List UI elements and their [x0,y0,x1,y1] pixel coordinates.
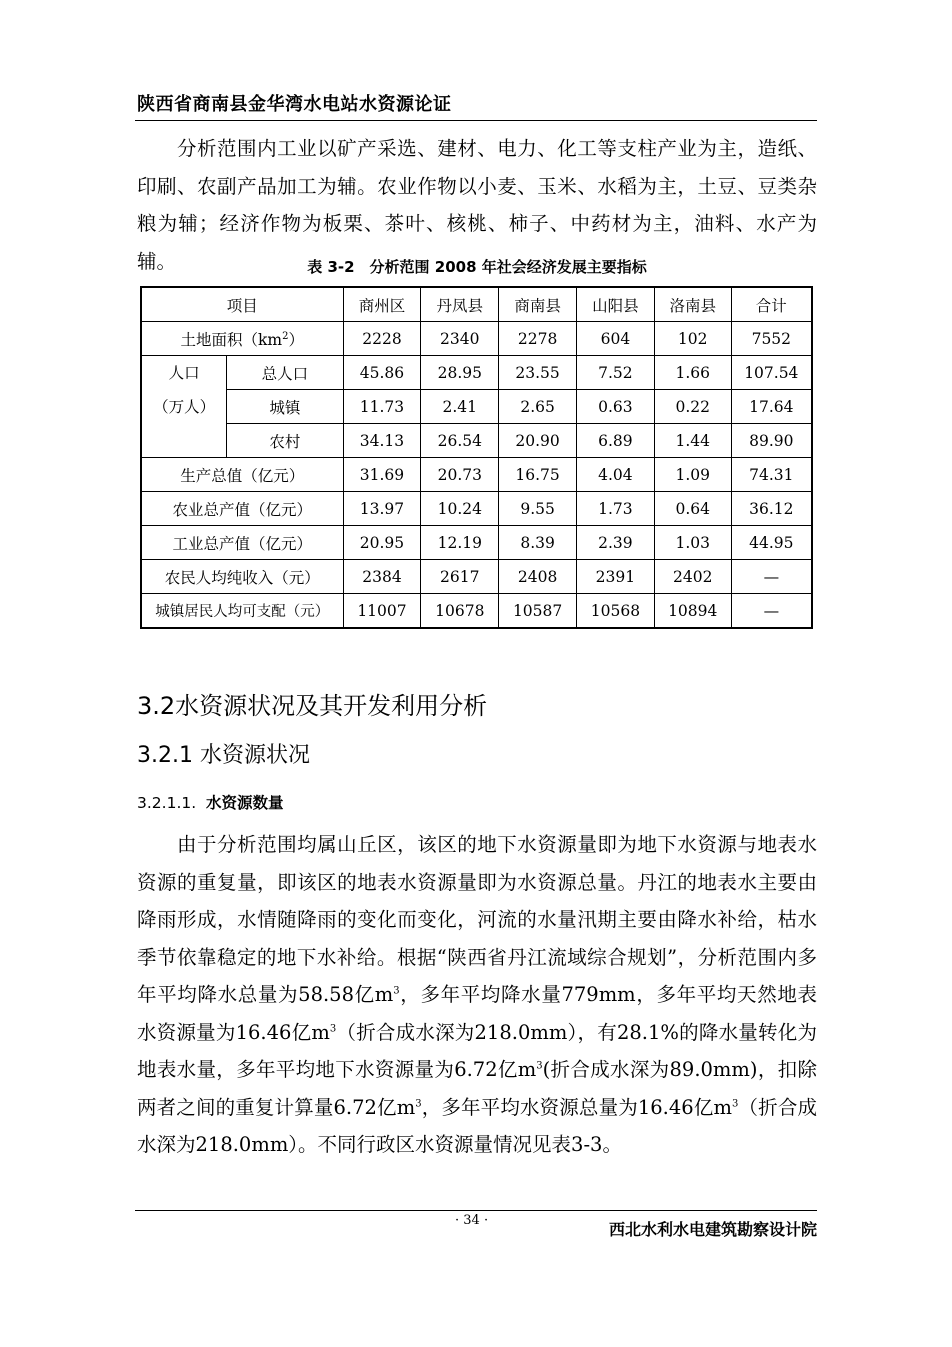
table-cell: 26.54 [421,424,499,458]
table-cell: 20.90 [499,424,577,458]
table-cell: 2402 [654,560,731,594]
table-cell: 89.90 [731,424,812,458]
intro-paragraph: 分析范围内工业以矿产采选、建材、电力、化工等支柱产业为主，造纸、印刷、农副产品加工为辅。农业作物以小麦、玉米、水稻为主，土豆、豆类杂粮为辅；经济作物为板栗、茶叶、核桃、柿子、中药材为主，油料、水产为辅。 [137,137,817,273]
table-cell: 4.04 [577,458,655,492]
table-cell: 10.24 [421,492,499,526]
table-cell: 2340 [421,322,499,356]
subsubsection-heading: 3.2.1.1. 水资源数量 [137,794,284,812]
table-cell: 7.52 [577,356,655,390]
table-cell: 28.95 [421,356,499,390]
table-cell: 2.65 [499,390,577,424]
table-cell: 36.12 [731,492,812,526]
header-cell: 山阳县 [577,287,655,322]
table-cell: 11.73 [343,390,421,424]
table-cell: 1.73 [577,492,655,526]
running-header: 陕西省商南县金华湾水电站水资源论证 [137,94,452,115]
row-label: 城镇居民人均可支配（元） [141,594,343,629]
table-cell: 34.13 [343,424,421,458]
footer-organization: 西北水利水电建筑勘察设计院 [608,1220,817,1239]
header-cell: 洛南县 [654,287,731,322]
table-cell: — [731,560,812,594]
table-cell: 10587 [499,594,577,629]
header-cell: 丹凤县 [421,287,499,322]
header-cell: 商州区 [343,287,421,322]
table-caption: 表 3-2 分析范围 2008 年社会经济发展主要指标 [307,258,647,276]
table-cell: 102 [654,322,731,356]
table-row [141,458,812,492]
table-cell: — [731,594,812,629]
row-label: 农民人均纯收入（元） [141,560,343,594]
header-cell: 商南县 [499,287,577,322]
table-row [141,390,812,424]
table-cell: 12.19 [421,526,499,560]
row-label: 总人口 [227,356,343,390]
row-label: 土地面积$(km^2)$ [141,322,343,356]
table-cell: 2.41 [421,390,499,424]
table-cell: 2408 [499,560,577,594]
table-cell: 6.89 [577,424,655,458]
row-label: 城镇 [227,390,343,424]
table-cell: 0.63 [577,390,655,424]
table-header-row [141,287,812,322]
table-cell: 10678 [421,594,499,629]
table-cell: 7552 [731,322,812,356]
table-cell: 74.31 [731,458,812,492]
table-cell: 20.73 [421,458,499,492]
table-cell: 23.55 [499,356,577,390]
table-cell: 16.75 [499,458,577,492]
table-row [141,526,812,560]
row-label: 农村 [227,424,343,458]
table-cell: 1.03 [654,526,731,560]
table-cell: 107.54 [731,356,812,390]
row-label: 工业总产值（亿元） [141,526,343,560]
header-cell: 合计 [731,287,812,322]
subsection-heading: 3.2.1 水资源状况 [137,743,310,768]
table-cell: 604 [577,322,655,356]
table-cell: 2384 [343,560,421,594]
header-cell: 项目 [141,287,343,322]
table-cell: 2.39 [577,526,655,560]
table-cell: 2228 [343,322,421,356]
table-cell: 17.64 [731,390,812,424]
population-group-label: 人口 （万人） [141,356,227,458]
section-heading: 3.2水资源状况及其开发利用分析 [137,692,488,720]
table-cell: 9.55 [499,492,577,526]
body-paragraph: 由于分析范围均属山丘区，该区的地下水资源量即为地下水资源与地表水资源的重复量，即该区的地表水资源量即为水资源总量。丹江的地表水主要由降雨形成，水情随降雨的变化而变化，河流的水量汛期主要由降水补给，枯水季节依靠稳定的地下水补给。根据“陕西省丹江流域综合规划”，分析范围内多年平均降水总量为58.58亿$m^3$，多年平均降水量779mm，多年平均天然地表水资源量为16.46亿$m^3$（折合成水深为218.0mm），有28.1%的降水量转化为地表水量，多年平均地下水资源量为6.72亿$m^3$(折合成水深为89.0mm)，扣除两者之间的重复计算量6.72亿$m^3$，多年平均水资源总量为16.46亿$m^3$（折合成水深为218.0mm）。不同行政区水资源量情况见表3-3。 [137,833,817,1156]
table-cell: 10894 [654,594,731,629]
table-row [141,560,812,594]
table-row [141,424,812,458]
table-cell: 0.22 [654,390,731,424]
header-rule [135,120,817,121]
row-label: 农业总产值（亿元） [141,492,343,526]
table-cell: 0.64 [654,492,731,526]
table-cell: 2391 [577,560,655,594]
page-number: · 34 · [455,1213,489,1228]
table-cell: 2278 [499,322,577,356]
table-cell: 31.69 [343,458,421,492]
table-cell: 1.44 [654,424,731,458]
table-cell: 44.95 [731,526,812,560]
table-row [141,594,812,629]
table-cell: 1.09 [654,458,731,492]
row-label: 生产总值（亿元） [141,458,343,492]
table-cell: 11007 [343,594,421,629]
table-row [141,492,812,526]
table-cell: 20.95 [343,526,421,560]
socioeconomic-table [140,286,813,629]
table-cell: 45.86 [343,356,421,390]
footer-rule [135,1210,817,1211]
table-cell: 2617 [421,560,499,594]
table-cell: 8.39 [499,526,577,560]
table-cell: 13.97 [343,492,421,526]
table-cell: 1.66 [654,356,731,390]
table-row [141,322,812,356]
table-row [141,356,812,390]
table-cell: 10568 [577,594,655,629]
